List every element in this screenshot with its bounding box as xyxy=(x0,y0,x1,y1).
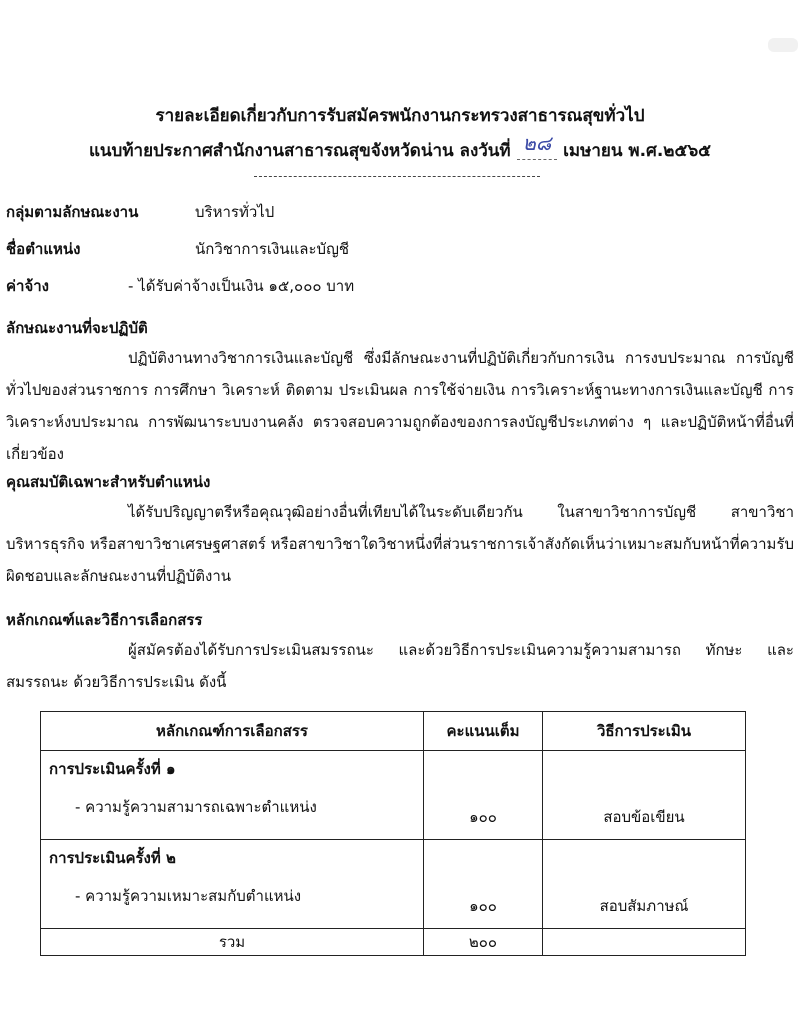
qualifications-text: ได้รับปริญญาตรีหรือคุณวุฒิอย่างอื่นที่เทียบได้ในระดับเดียวกัน ในสาขาวิชาการบัญชี สาขาวิชาบริหารธุรกิจ หรือสาขาวิชาเศรษฐศาสตร์ หรือสาขาวิชาใดวิชาหนึ่งที่ส่วนราชการเจ้าสังกัดเห็นว่าเหมาะสมกับหน้าที่ความรับผิดชอบและลักษณะงานที่ปฏิบัติงาน xyxy=(6,503,794,585)
total-score: ๒๐๐ xyxy=(424,929,543,956)
assessment-group-title: การประเมินครั้งที่ ๑ xyxy=(49,760,176,778)
criteria-cell xyxy=(41,751,424,840)
position-value: นักวิชาการเงินและบัญชี xyxy=(195,240,350,258)
qualifications-heading: คุณสมบัติเฉพาะสำหรับตำแหน่ง xyxy=(6,473,211,491)
score-cell: ๑๐๐ xyxy=(424,751,543,840)
assessment-group-title: การประเมินครั้งที่ ๒ xyxy=(49,849,176,867)
table-total-row xyxy=(41,929,746,956)
header-criteria: หลักเกณฑ์การเลือกสรร xyxy=(41,712,424,751)
dashed-divider xyxy=(254,176,540,177)
document-title: รายละเอียดเกี่ยวกับการรับสมัครพนักงานกระทรวงสาธารณสุขทั่วไป xyxy=(155,106,645,126)
group-value: บริหารทั่วไป xyxy=(195,203,275,221)
table-row xyxy=(41,751,746,840)
table-row xyxy=(41,840,746,929)
criteria-table xyxy=(40,711,746,956)
selection-heading: หลักเกณฑ์และวิธีการเลือกสรร xyxy=(6,611,203,629)
selection-text: ผู้สมัครต้องได้รับการประเมินสมรรถนะ และด้วยวิธีการประเมินความรู้ความสามารถ ทักษะ และสมรรถนะ ด้วยวิธีการประเมิน ดังนี้ xyxy=(6,641,794,691)
duties-heading: ลักษณะงานที่จะปฏิบัติ xyxy=(6,319,148,337)
total-method-empty xyxy=(543,929,746,956)
score-cell: ๑๐๐ xyxy=(424,840,543,929)
assessment-item: - ความรู้ความเหมาะสมกับตำแหน่ง xyxy=(75,887,302,905)
subtitle-prefix: แนบท้ายประกาศสำนักงานสาธารณสุขจังหวัดน่าน ลงวันที่ xyxy=(88,141,511,161)
table-header-row xyxy=(41,712,746,751)
scan-mark xyxy=(768,38,798,52)
position-label: ชื่อตำแหน่ง xyxy=(6,240,81,258)
assessment-item: - ความรู้ความสามารถเฉพาะตำแหน่ง xyxy=(75,798,317,816)
header-full-score: คะแนนเต็ม xyxy=(424,712,543,751)
handwritten-date: ๒๘ xyxy=(517,127,558,160)
wage-value: - ได้รับค่าจ้างเป็นเงิน ๑๕,๐๐๐ บาท xyxy=(128,277,355,295)
total-label: รวม xyxy=(41,929,424,956)
criteria-cell xyxy=(41,840,424,929)
header-method: วิธีการประเมิน xyxy=(543,712,746,751)
method-cell: สอบสัมภาษณ์ xyxy=(543,840,746,929)
wage-label: ค่าจ้าง xyxy=(6,277,49,295)
document-subtitle xyxy=(0,133,800,166)
method-cell: สอบข้อเขียน xyxy=(543,751,746,840)
group-label: กลุ่มตามลักษณะงาน xyxy=(6,203,139,221)
subtitle-suffix: เมษายน พ.ศ.๒๕๖๕ xyxy=(563,141,712,161)
duties-text: ปฏิบัติงานทางวิชาการเงินและบัญชี ซึ่งมีลักษณะงานที่ปฏิบัติเกี่ยวกับการเงิน การงบประมาณ การบัญชีทั่วไปของส่วนราชการ การศึกษา วิเคราะห์ ติดตาม ประเมินผล การใช้จ่ายเงิน การวิเคราะห์ฐานะทางการเงินและบัญชี การวิเคราะห์งบประมาณ การพัฒนาระบบงานคลัง ตรวจสอบความถูกต้องของการลงบัญชีประเภทต่าง ๆ และปฏิบัติหน้าที่อื่นที่เกี่ยวข้อง xyxy=(6,349,794,463)
